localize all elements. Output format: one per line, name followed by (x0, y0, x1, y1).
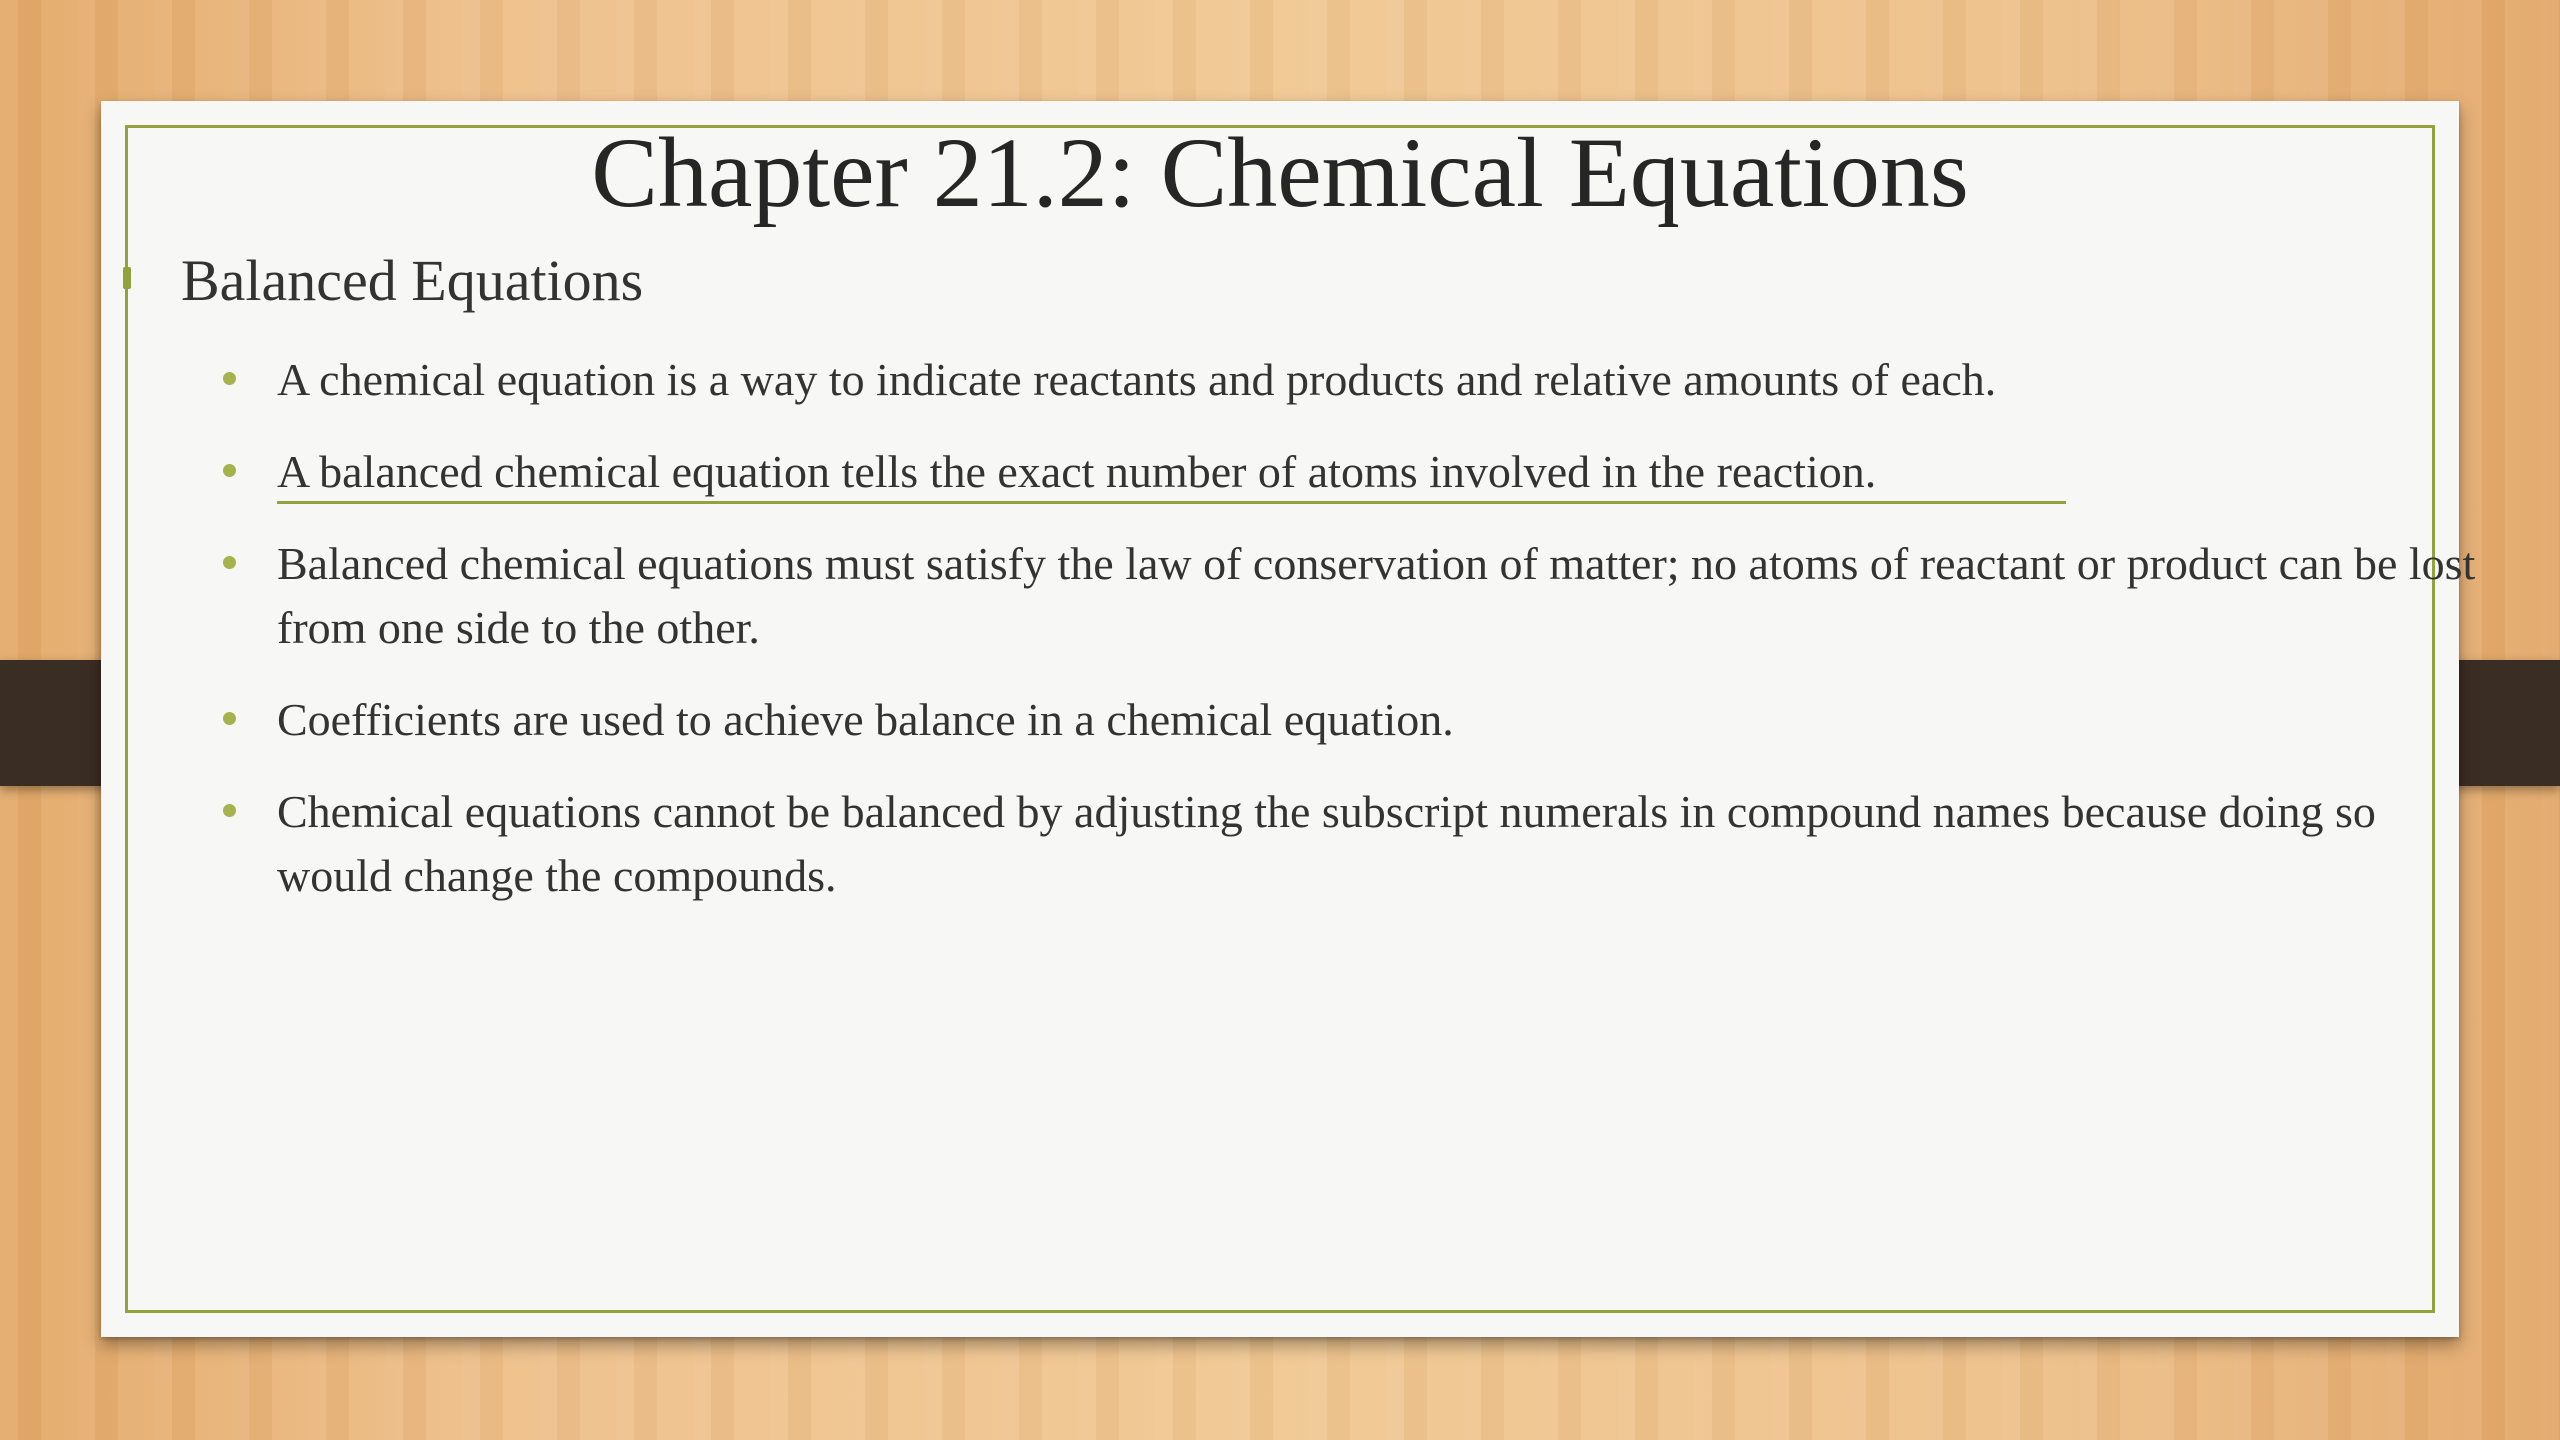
bullet-text-underlined: A balanced chemical equation tells the exact number of atoms involved in the reaction. (277, 443, 2066, 504)
bullet-text: Coefficients are used to achieve balance in a chemical equation. (277, 694, 1454, 745)
bullet-text: Balanced chemical equations must satisfy the law of conservation of matter; no atoms of reactant or product can be lost from one side to the other. (277, 538, 2476, 653)
bullet-item (221, 688, 2481, 752)
bullet-dot-icon (223, 372, 236, 385)
bullet-dot-icon (223, 464, 236, 477)
bullet-dot-icon (223, 556, 236, 569)
slide-title: Chapter 21.2: Chemical Equations (591, 117, 1969, 228)
bullet-item (221, 532, 2481, 660)
bullet-item (221, 440, 2481, 504)
section-heading: Balanced Equations (181, 248, 644, 313)
bullet-item (221, 348, 2481, 412)
slide-paper (101, 101, 2476, 1337)
heading-bullet-marker (123, 267, 131, 289)
bullet-item (221, 780, 2481, 908)
bullet-text: A chemical equation is a way to indicate reactants and products and relative amounts of each. (277, 354, 1997, 405)
bullet-dot-icon (223, 804, 236, 817)
bullet-list (221, 348, 2481, 936)
bullet-dot-icon (223, 712, 236, 725)
bullet-text: Chemical equations cannot be balanced by adjusting the subscript numerals in compound names because doing so would change the compounds. (277, 786, 2376, 901)
